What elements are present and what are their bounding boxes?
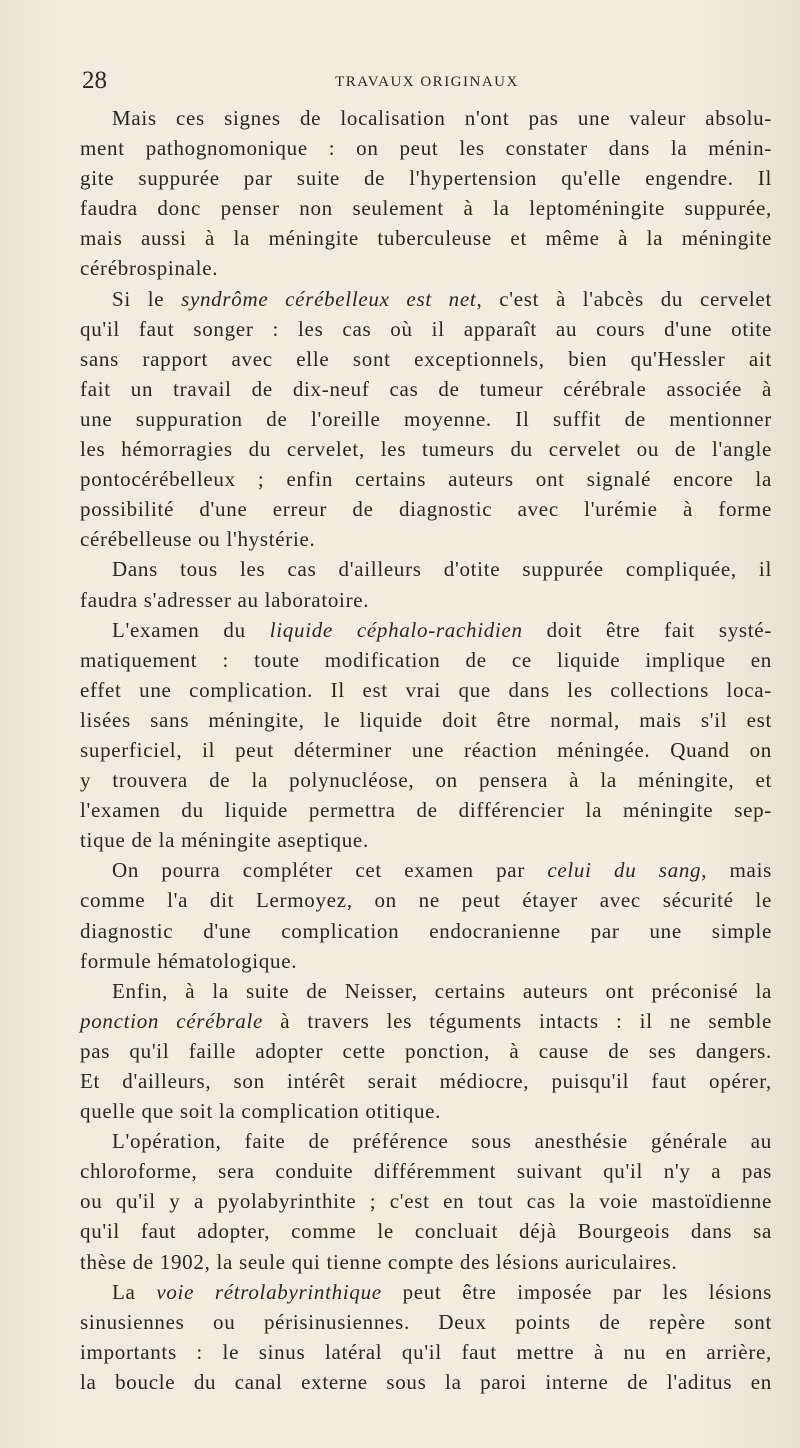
text-line: [80, 404, 772, 434]
italic-run: celui du sang: [547, 858, 702, 883]
paragraph: [80, 554, 772, 614]
text-line: [80, 434, 772, 464]
text-line: [80, 223, 772, 253]
text-run: Et d'ailleurs, son intérêt serait médiocre, puisqu'il faut opérer,: [80, 1069, 772, 1093]
paragraph: [80, 615, 772, 856]
text-line: [80, 163, 772, 193]
text-run: , c'est à l'abcès du cervelet: [476, 286, 772, 311]
text-line: [80, 1277, 772, 1307]
text-line: [80, 946, 772, 976]
text-line: [80, 1367, 772, 1397]
text-line: [80, 253, 772, 283]
text-line: [80, 103, 772, 133]
text-run: L'examen du: [112, 617, 270, 642]
text-run: y trouvera de la polynucléose, on pensera à la méningite, et: [80, 768, 772, 793]
text-run: peut être imposée par les lésions: [381, 1279, 773, 1304]
text-run: sinusiennes ou périsinusiennes. Deux points de repère sont: [80, 1309, 772, 1334]
paragraph: [80, 976, 772, 1126]
text-line: [80, 855, 772, 885]
text-line: [80, 494, 772, 524]
text-run: la boucle du canal externe sous la paroi interne de l'aditus en: [80, 1369, 772, 1394]
paragraph: [80, 103, 772, 284]
paragraph: [80, 284, 772, 555]
text-run: thèse de 1902, la seule qui tienne compte des lésions auriculaires.: [80, 1249, 678, 1274]
text-run: formule hématologique.: [80, 948, 298, 973]
text-line: [80, 193, 772, 223]
text-line: [80, 284, 772, 314]
text-run: doit être fait systé-: [522, 617, 773, 642]
text-run: superficiel, il peut déterminer une réaction méningée. Quand on: [80, 737, 772, 762]
text-line: [80, 795, 772, 825]
text-line: [80, 1216, 772, 1246]
text-line: [80, 524, 772, 554]
running-head: TRAVAUX ORIGINAUX: [335, 74, 519, 90]
text-run: Si le: [112, 286, 182, 311]
text-line: [80, 1156, 772, 1186]
text-run: l'examen du liquide permettra de différencier la méningite sep-: [80, 798, 772, 823]
text-line: [80, 825, 772, 855]
paragraph: [80, 1126, 772, 1276]
page-number: 28: [82, 67, 107, 94]
paragraph: [80, 1277, 772, 1397]
text-run: les hémorragies du cervelet, les tumeurs du cervelet ou de l'angle: [80, 437, 772, 462]
text-run: cérébelleuse ou l'hystérie.: [80, 527, 316, 552]
text-line: [80, 765, 772, 795]
text-run: cérébrospinale.: [80, 256, 219, 281]
text-line: [80, 1006, 772, 1036]
text-run: ou qu'il y a pyolabyrinthite ; c'est en tout cas la voie mastoïdienne: [80, 1189, 772, 1214]
text-run: sans rapport avec elle sont exceptionnels, bien qu'Hessler ait: [80, 346, 772, 371]
text-run: qu'il faut adopter, comme le concluait déjà Bourgeois dans sa: [80, 1219, 772, 1244]
text-line: [80, 554, 772, 584]
text-run: ment pathognomonique : on peut les constater dans la ménin-: [80, 136, 772, 161]
text-line: [80, 615, 772, 645]
text-run: diagnostic d'une complication endocranienne par une simple: [80, 918, 772, 943]
text-run: mais aussi à la méningite tuberculeuse et même à la méningite: [80, 226, 772, 251]
text-run: Dans tous les cas d'ailleurs d'otite suppurée compliquée, il: [112, 557, 772, 582]
text-run: matiquement : toute modification de ce liquide implique en: [80, 647, 772, 672]
text-line: [80, 1066, 772, 1096]
text-line: [80, 705, 772, 735]
page-header: [82, 64, 772, 98]
text-line: [80, 133, 772, 163]
text-line: [80, 735, 772, 765]
text-run: effet une complication. Il est vrai que dans les collections loca-: [80, 677, 772, 702]
italic-run: ponction cérébrale: [80, 1008, 264, 1033]
text-run: comme l'a dit Lermoyez, on ne peut étayer avec sécurité le: [80, 888, 772, 913]
text-line: [80, 464, 772, 494]
text-run: une suppuration de l'oreille moyenne. Il suffit de mentionner: [80, 406, 772, 431]
text-run: gite suppurée par suite de l'hypertension qu'elle engendre. Il: [80, 166, 772, 191]
text-line: [80, 314, 772, 344]
text-run: , mais: [701, 858, 772, 883]
body-text: [80, 103, 772, 1397]
text-line: [80, 1247, 772, 1277]
text-run: lisées sans méningite, le liquide doit être normal, mais s'il est: [80, 707, 772, 732]
text-line: [80, 1096, 772, 1126]
text-run: faudra s'adresser au laboratoire.: [80, 587, 370, 612]
text-run: La: [112, 1279, 157, 1304]
text-line: [80, 1337, 772, 1367]
text-line: [80, 374, 772, 404]
text-line: [80, 1186, 772, 1216]
text-line: [80, 1126, 772, 1156]
text-run: chloroforme, sera conduite différemment suivant qu'il n'y a pas: [80, 1159, 772, 1184]
text-run: fait un travail de dix-neuf cas de tumeur cérébrale associée à: [80, 376, 772, 401]
text-line: [80, 675, 772, 705]
text-line: [80, 1307, 772, 1337]
text-line: [80, 976, 772, 1006]
text-line: [80, 885, 772, 915]
text-run: On pourra compléter cet examen par: [112, 858, 548, 883]
text-run: quelle que soit la complication otitique.: [80, 1099, 442, 1124]
text-line: [80, 585, 772, 615]
text-run: L'opération, faite de préférence sous anesthésie générale au: [112, 1129, 772, 1154]
text-run: Mais ces signes de localisation n'ont pas une valeur absolu-: [112, 106, 772, 130]
italic-run: voie rétrolabyrinthique: [156, 1279, 382, 1304]
text-line: [80, 916, 772, 946]
text-run: à travers les téguments intacts : il ne semble: [263, 1008, 773, 1033]
italic-run: liquide céphalo-rachidien: [269, 617, 523, 642]
text-line: [80, 645, 772, 675]
text-run: Enfin, à la suite de Neisser, certains auteurs ont préconisé la: [112, 978, 772, 1003]
text-run: tique de la méningite aseptique.: [80, 828, 369, 853]
text-run: faudra donc penser non seulement à la leptoméningite suppurée,: [80, 196, 772, 221]
italic-run: syndrôme cérébelleux est net: [181, 286, 477, 311]
text-line: [80, 344, 772, 374]
text-run: qu'il faut songer : les cas où il apparaît au cours d'une otite: [80, 316, 772, 341]
text-run: possibilité d'une erreur de diagnostic avec l'urémie à forme: [80, 497, 772, 522]
text-run: pas qu'il faille adopter cette ponction, à cause de ses dangers.: [80, 1038, 772, 1063]
text-run: pontocérébelleux ; enfin certains auteurs ont signalé encore la: [80, 467, 772, 492]
paragraph: [80, 855, 772, 975]
text-line: [80, 1036, 772, 1066]
text-run: importants : le sinus latéral qu'il faut mettre à nu en arrière,: [80, 1339, 772, 1364]
